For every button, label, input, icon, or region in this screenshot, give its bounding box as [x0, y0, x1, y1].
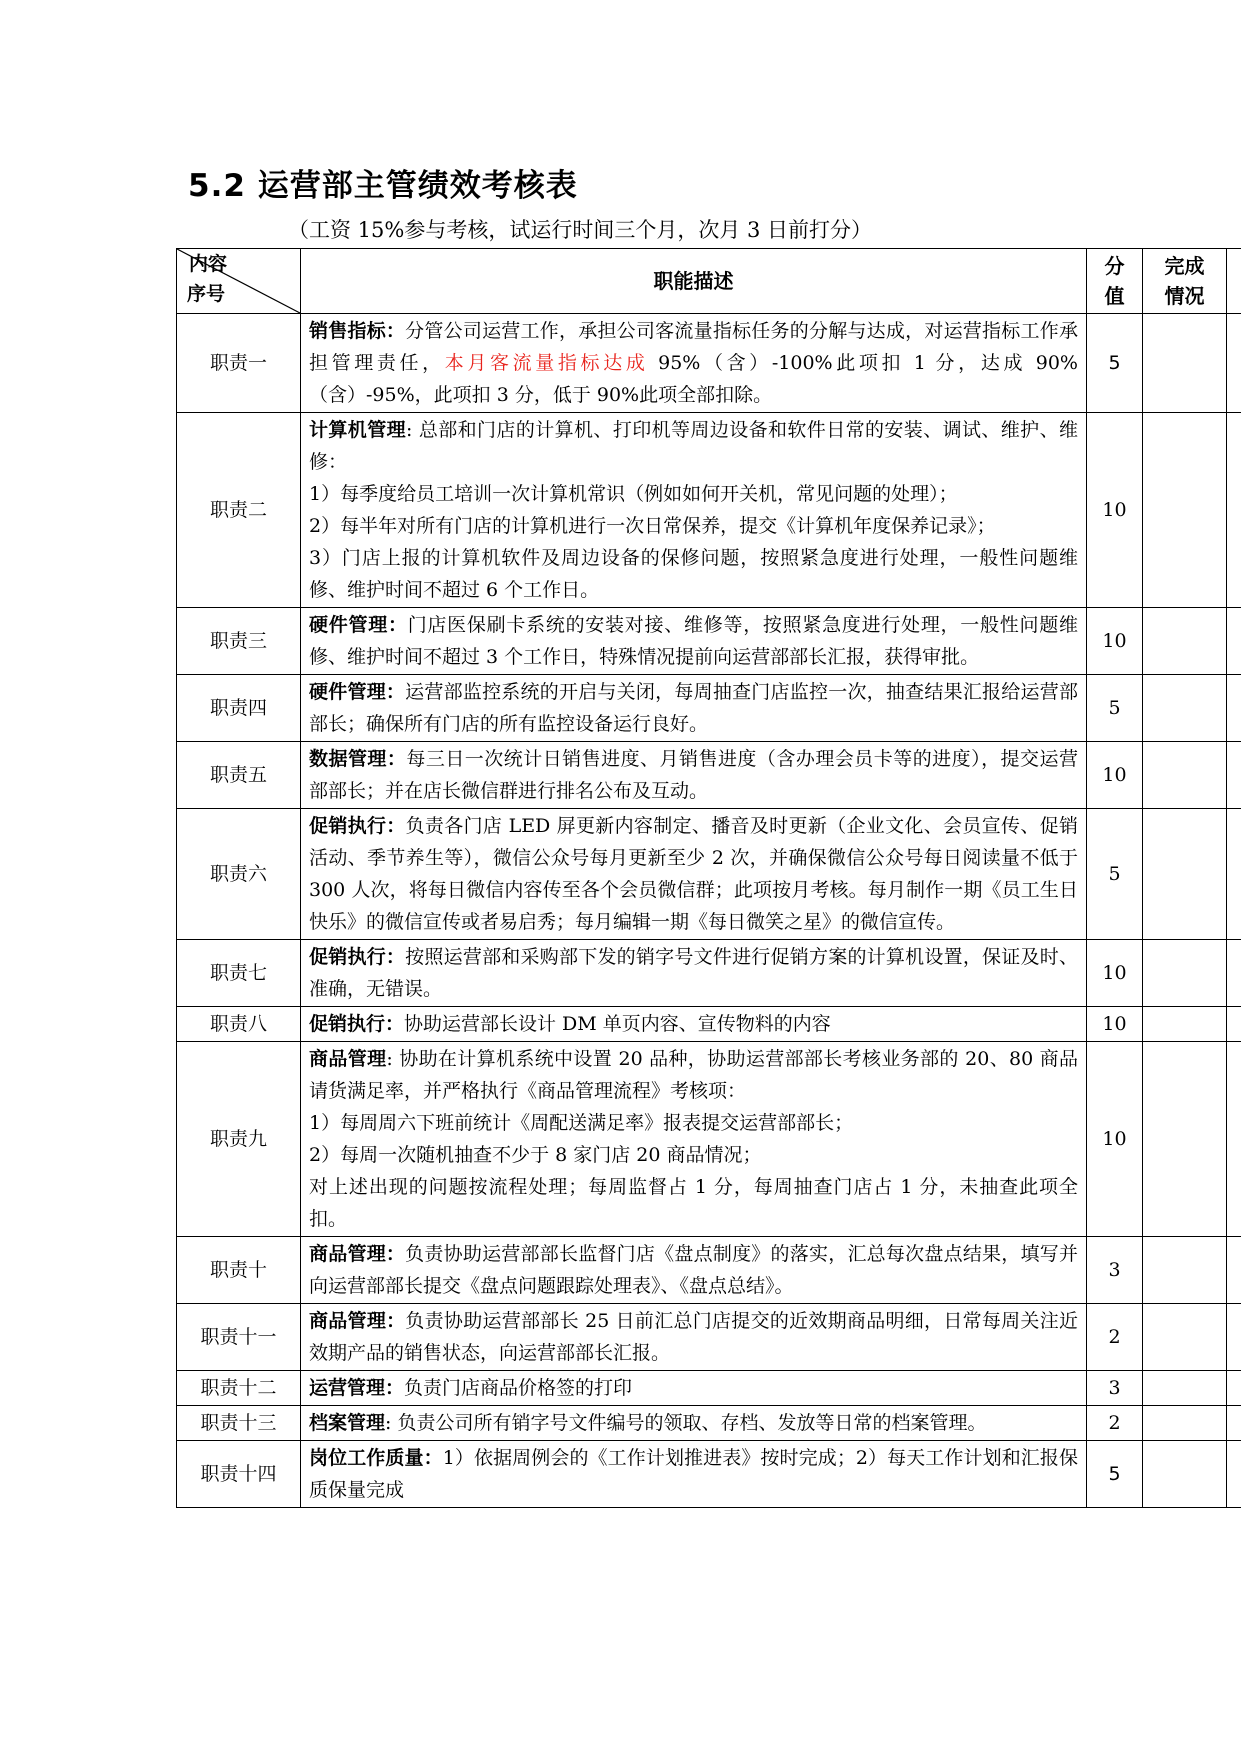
row-text: 95%（含）-100%此项扣 1 分，达成 90%（含）-95%，此项扣 3 分，低于 90%此项全部扣除。 — [309, 352, 1078, 406]
row-text: : 负责公司所有销字号文件编号的领取、存档、发放等日常的档案管理。 — [385, 1412, 987, 1434]
row-label: 运营管理： — [309, 1377, 405, 1399]
row-label: 促销执行： — [309, 815, 406, 837]
header-done-line2: 情况 — [1164, 284, 1205, 308]
header-desc: 职能描述 — [301, 249, 1087, 314]
row-label: 计算机管理 — [309, 419, 406, 441]
row-score: 2 — [1087, 1406, 1143, 1441]
row-seq: 职责七 — [177, 940, 301, 1007]
row-extra — [1227, 1007, 1241, 1042]
row-text: 协助运营部长设计 DM 单页内容、宣传物料的内容 — [404, 1013, 831, 1035]
performance-table — [176, 248, 1241, 1508]
row-extra — [1227, 1441, 1241, 1508]
table-row — [177, 1406, 1241, 1441]
row-desc — [301, 1304, 1087, 1371]
header-score — [1087, 249, 1143, 314]
row-done — [1143, 608, 1227, 675]
table-row — [177, 675, 1241, 742]
row-desc — [301, 608, 1087, 675]
row-desc — [301, 742, 1087, 809]
row-text: 按照运营部和采购部下发的销字号文件进行促销方案的计算机设置，保证及时、准确，无错误。 — [309, 946, 1078, 1000]
row-seq: 职责十三 — [177, 1406, 301, 1441]
row-text: : 协助在计算机系统中设置 20 品种，协助运营部部长考核业务部的 20、80 商品请货满足率，并严格执行《商品管理流程》考核项： — [309, 1048, 1078, 1102]
row-done — [1143, 1441, 1227, 1508]
header-score-line1: 分 — [1104, 254, 1125, 278]
row-score: 10 — [1087, 1042, 1143, 1237]
row-label: 数据管理： — [309, 748, 407, 770]
diagonal-header-cell — [177, 249, 301, 314]
row-text: 每三日一次统计日销售进度、月销售进度（含办理会员卡等的进度），提交运营部部长；并在店长微信群进行排名公布及互动。 — [309, 748, 1078, 802]
row-label: 档案管理 — [309, 1412, 386, 1434]
row-seq: 职责二 — [177, 413, 301, 608]
row-label: 促销执行： — [309, 1013, 405, 1035]
row-text: 运营部监控系统的开启与关闭，每周抽查门店监控一次，抽查结果汇报给运营部部长；确保所有门店的所有监控设备运行良好。 — [309, 681, 1078, 735]
row-score: 10 — [1087, 742, 1143, 809]
page-subtitle: （工资 15%参与考核，试运行时间三个月，次月 3 日前打分） — [288, 218, 873, 242]
table-row — [177, 608, 1241, 675]
row-desc — [301, 1406, 1087, 1441]
table-row — [177, 742, 1241, 809]
row-extra — [1227, 1237, 1241, 1304]
row-extra — [1227, 940, 1241, 1007]
row-label: 销售指标： — [309, 320, 406, 342]
row-score: 10 — [1087, 608, 1143, 675]
table-row — [177, 1042, 1241, 1237]
row-text: 门店医保刷卡系统的安装对接、维修等，按照紧急度进行处理，一般性问题维修、维护时间不超过 3 个工作日，特殊情况提前向运营部部长汇报，获得审批。 — [309, 614, 1078, 668]
row-seq: 职责一 — [177, 314, 301, 413]
table-row — [177, 413, 1241, 608]
row-done — [1143, 940, 1227, 1007]
row-score: 3 — [1087, 1237, 1143, 1304]
page-title: 5.2 运营部主管绩效考核表 — [188, 168, 578, 204]
row-done — [1143, 413, 1227, 608]
header-seq-label: 序号 — [187, 283, 226, 305]
row-desc — [301, 940, 1087, 1007]
row-text: 负责协助运营部部长 25 日前汇总门店提交的近效期商品明细，日常每周关注近效期产品的销售状态，向运营部部长汇报。 — [309, 1310, 1078, 1364]
row-label: 促销执行： — [309, 946, 406, 968]
row-extra — [1227, 742, 1241, 809]
row-score: 10 — [1087, 940, 1143, 1007]
row-seq: 职责九 — [177, 1042, 301, 1237]
row-done — [1143, 675, 1227, 742]
row-line — [309, 1043, 1078, 1107]
row-extra — [1227, 1042, 1241, 1237]
row-done — [1143, 809, 1227, 940]
row-desc — [301, 1237, 1087, 1304]
row-seq: 职责五 — [177, 742, 301, 809]
row-text: : 总部和门店的计算机、打印机等周边设备和软件日常的安装、调试、维护、维修： — [309, 419, 1078, 473]
header-content-label: 内容 — [189, 253, 228, 275]
row-extra — [1227, 1304, 1241, 1371]
row-score: 2 — [1087, 1304, 1143, 1371]
row-text: 分管公司运营工作，承担公司客流量指标任务的分解与达成，对运营指标工作承担管理责任， — [309, 320, 1078, 374]
row-seq: 职责十四 — [177, 1441, 301, 1508]
row-extra — [1227, 413, 1241, 608]
row-line: 1）每季度给员工培训一次计算机常识（例如如何开关机，常见问题的处理）； — [309, 483, 958, 505]
row-desc — [301, 1042, 1087, 1237]
row-desc — [301, 675, 1087, 742]
table-row — [177, 1237, 1241, 1304]
row-label: 商品管理： — [309, 1310, 406, 1332]
row-desc — [301, 413, 1087, 608]
table-row — [177, 1007, 1241, 1042]
header-extra — [1227, 249, 1241, 314]
row-desc — [301, 1007, 1087, 1042]
row-desc — [301, 809, 1087, 940]
row-text: 负责协助运营部部长监督门店《盘点制度》的落实，汇总每次盘点结果，填写并向运营部部长提交《盘点问题跟踪处理表》、《盘点总结》。 — [309, 1243, 1078, 1297]
row-desc — [301, 1371, 1087, 1406]
row-desc — [301, 1441, 1087, 1508]
row-done — [1143, 1371, 1227, 1406]
row-line: 2）每周一次随机抽查不少于 8 家门店 20 商品情况； — [309, 1144, 762, 1166]
row-done — [1143, 314, 1227, 413]
row-score: 3 — [1087, 1371, 1143, 1406]
row-score: 5 — [1087, 675, 1143, 742]
table-row — [177, 940, 1241, 1007]
row-seq: 职责八 — [177, 1007, 301, 1042]
row-text: 负责各门店 LED 屏更新内容制定、播音及时更新（企业文化、会员宣传、促销活动、季节养生等），微信公众号每月更新至少 2 次，并确保微信公众号每日阅读量不低于 300 人次，将每日微信内容传至各个会员微信群；此项按月考核。每月制作一期《员工生日快乐》的微信宣传或者易启秀；每月编辑一期《每日微笑之星》的微信宣传。 — [309, 815, 1078, 933]
row-done — [1143, 1406, 1227, 1441]
table-row — [177, 1304, 1241, 1371]
row-label: 岗位工作质量： — [309, 1447, 443, 1469]
row-label: 商品管理： — [309, 1243, 406, 1265]
row-seq: 职责十二 — [177, 1371, 301, 1406]
row-score: 5 — [1087, 1441, 1143, 1508]
row-seq: 职责三 — [177, 608, 301, 675]
row-extra — [1227, 314, 1241, 413]
row-line: 1）每周周六下班前统计《周配送满足率》报表提交运营部部长； — [309, 1112, 854, 1134]
row-extra — [1227, 1406, 1241, 1441]
row-extra — [1227, 1371, 1241, 1406]
row-extra — [1227, 608, 1241, 675]
row-done — [1143, 1237, 1227, 1304]
row-seq: 职责六 — [177, 809, 301, 940]
header-done — [1143, 249, 1227, 314]
table-row — [177, 1441, 1241, 1508]
row-score: 10 — [1087, 1007, 1143, 1042]
row-extra — [1227, 675, 1241, 742]
row-seq: 职责十一 — [177, 1304, 301, 1371]
row-score: 5 — [1087, 314, 1143, 413]
row-label: 商品管理 — [309, 1048, 387, 1070]
table-row — [177, 1371, 1241, 1406]
row-done — [1143, 742, 1227, 809]
row-label: 硬件管理： — [309, 681, 406, 703]
row-line: 3）门店上报的计算机软件及周边设备的保修问题，按照紧急度进行处理，一般性问题维修、维护时间不超过 6 个工作日。 — [309, 547, 1078, 601]
row-extra — [1227, 809, 1241, 940]
row-label: 硬件管理： — [309, 614, 408, 636]
row-text-highlight: 本月客流量指标达成 — [444, 352, 649, 374]
row-text: 1）依据周例会的《工作计划推进表》按时完成；2）每天工作计划和汇报保质保量完成 — [309, 1447, 1078, 1501]
row-seq: 职责十 — [177, 1237, 301, 1304]
header-score-line2: 值 — [1104, 284, 1125, 308]
table-header-row — [177, 249, 1241, 314]
row-done — [1143, 1007, 1227, 1042]
row-desc — [301, 314, 1087, 413]
table-row — [177, 809, 1241, 940]
header-done-line1: 完成 — [1164, 254, 1205, 278]
row-score: 10 — [1087, 413, 1143, 608]
table-row — [177, 314, 1241, 413]
row-line — [309, 414, 1078, 478]
row-seq: 职责四 — [177, 675, 301, 742]
row-line: 对上述出现的问题按流程处理；每周监督占 1 分，每周抽查门店占 1 分，未抽查此项全扣。 — [309, 1176, 1078, 1230]
row-line: 2）每半年对所有门店的计算机进行一次日常保养，提交《计算机年度保养记录》； — [309, 515, 996, 537]
row-score: 5 — [1087, 809, 1143, 940]
row-done — [1143, 1042, 1227, 1237]
row-done — [1143, 1304, 1227, 1371]
row-text: 负责门店商品价格签的打印 — [404, 1377, 633, 1399]
